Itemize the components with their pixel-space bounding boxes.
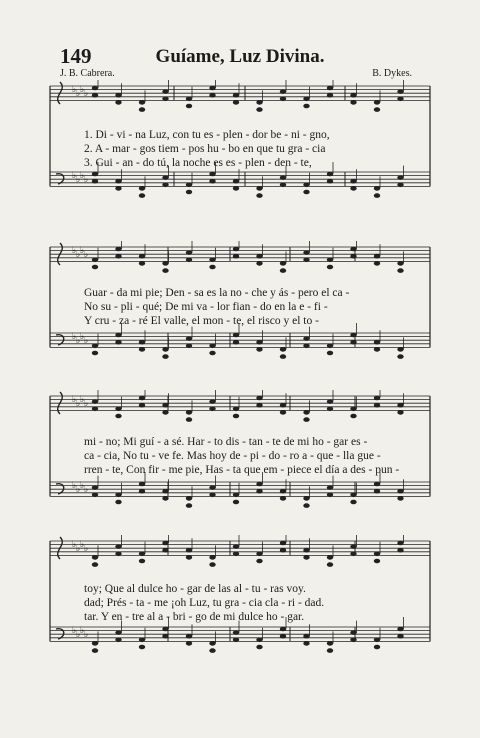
svg-text:♭: ♭ xyxy=(76,630,81,640)
svg-text:♭: ♭ xyxy=(84,485,89,495)
svg-text:♭: ♭ xyxy=(80,481,85,491)
svg-text:♭: ♭ xyxy=(84,630,89,640)
svg-text:♭: ♭ xyxy=(80,332,85,342)
svg-text:♭: ♭ xyxy=(80,540,85,550)
svg-text:♭: ♭ xyxy=(72,626,77,636)
svg-text:♭: ♭ xyxy=(76,544,81,554)
svg-text:♭: ♭ xyxy=(80,85,85,95)
svg-text:♭: ♭ xyxy=(76,250,81,260)
svg-text:♭: ♭ xyxy=(84,544,89,554)
svg-text:♭: ♭ xyxy=(76,89,81,99)
lyric-line: mi - no; Mi guí - a sé. Har - to dis - tan - te de mi ho - gar es - xyxy=(84,436,368,448)
svg-text:♭: ♭ xyxy=(72,246,77,256)
svg-text:♭: ♭ xyxy=(80,246,85,256)
svg-text:♭: ♭ xyxy=(72,395,77,405)
hymn-number: 149 xyxy=(60,44,92,68)
svg-text:♭: ♭ xyxy=(76,485,81,495)
svg-text:♭: ♭ xyxy=(84,89,89,99)
svg-text:♭: ♭ xyxy=(84,399,89,409)
svg-text:♭: ♭ xyxy=(80,395,85,405)
svg-text:♭: ♭ xyxy=(72,481,77,491)
lyric-line: rren - te, Con fir - me pie, Has - ta que em - piece el día a des - pun - xyxy=(84,464,400,476)
lyricist: J. B. Cabrera. xyxy=(60,68,115,79)
lyric-line: toy; Que al dulce ho - gar de las al - tu - ras voy. xyxy=(84,583,306,595)
lyric-line: 3. Gui - an - do tú, la noche es es - plen - den - te, xyxy=(84,157,312,169)
music-system-3 xyxy=(0,390,480,530)
svg-text:♭: ♭ xyxy=(76,336,81,346)
music-system-1 xyxy=(0,80,480,220)
composer: B. Dykes. xyxy=(372,68,412,79)
svg-text:♭: ♭ xyxy=(76,399,81,409)
svg-text:♭: ♭ xyxy=(72,171,77,181)
lyric-line: Y cru - za - ré El valle, el mon - te, el risco y el to - xyxy=(84,315,319,327)
svg-text:♭: ♭ xyxy=(72,540,77,550)
svg-text:♭: ♭ xyxy=(84,175,89,185)
svg-text:♭: ♭ xyxy=(80,626,85,636)
svg-text:♭: ♭ xyxy=(84,250,89,260)
lyric-line: Guar - da mi pie; Den - sa es la no - che y ás - pero el ca - xyxy=(84,287,350,299)
svg-text:♭: ♭ xyxy=(76,175,81,185)
svg-text:♭: ♭ xyxy=(80,171,85,181)
lyric-line: tar. Y en - tre al a - bri - go de mi dulce ho - gar. xyxy=(84,611,305,623)
svg-text:♭: ♭ xyxy=(72,332,77,342)
music-system-4 xyxy=(0,535,480,675)
svg-text:♭: ♭ xyxy=(72,85,77,95)
music-system-2 xyxy=(0,241,480,381)
lyric-line: No su - pli - qué; De mi va - lor fian - do en la e - fi - xyxy=(84,301,328,313)
lyric-line: 2. A - mar - gos tiem - pos hu - bo en que tu gra - cia xyxy=(84,143,326,155)
svg-text:♭: ♭ xyxy=(84,336,89,346)
lyric-line: dad; Prés - ta - me ¡oh Luz, tu gra - cia cla - ri - dad. xyxy=(84,597,325,609)
lyric-line: ca - cia, No tu - ve fe. Mas hoy de - pi - do - ro a - que - lla gue - xyxy=(84,450,381,462)
lyric-line: 1. Di - vi - na Luz, con tu es - plen - dor be - ni - gno, xyxy=(84,129,330,141)
hymn-title: Guíame, Luz Divina. xyxy=(155,46,325,67)
